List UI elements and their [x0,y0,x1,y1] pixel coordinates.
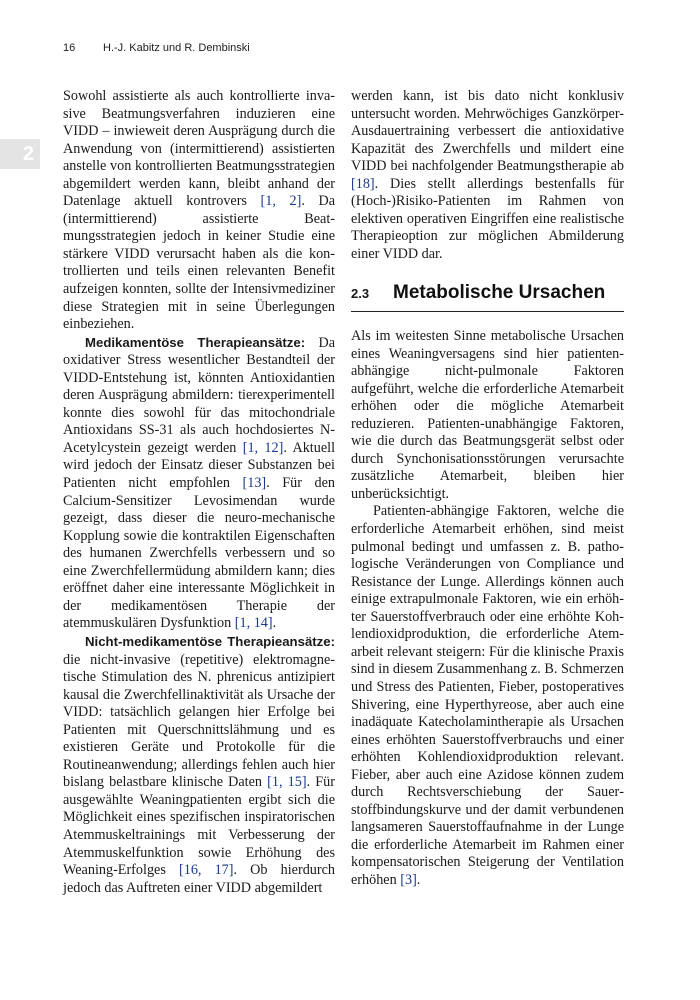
run-in-heading: Nicht-medikamentöse Therapieansätze: [85,633,335,649]
text-span: . Für ausgewählte Weaningpatienten ergibt sich die Möglichkeit eines spezifischen inspiratorischen Atemmuskeltrainings mit Verbesserung der Atemmuskelfunktion sowie Erhöhung des Weaning-Erfolges [63,774,335,879]
citation-link[interactable]: [1, 2] [260,193,302,210]
paragraph-right-1 [351,88,624,263]
paragraph-left-3 [63,633,335,897]
citation-link[interactable]: [1, 12] [242,439,284,456]
section-heading [351,284,624,312]
right-column [351,88,624,890]
header-authors: H.-J. Kabitz und R. Dembinski [103,42,250,54]
text-span: . Für den Calcium-Sensitizer Levosimendan wurde gezeigt, dass dieser die neuro-mechanische Kopplung sowie die kontraktilen Eigenschaften des humanen Zwerchfells verbessern und so eine Zwerchfellermüdung abmildern kann; dies eröffnet daher eine interessante Möglichkeit in der medikamentösen Therapie der atemmuskulären Dysfunktion [63,475,335,632]
section-title: Metabolische Ursachen [393,282,606,304]
text-span: werden kann, ist bis dato nicht konklusiv untersucht worden. Mehrwöchiges Ganzkörper-Ausdauertraining verbessert die antioxidative Kapazität des Zwerchfells und mildert eine VIDD bei nachfolgender Beatmungstherapie ab [351,88,624,175]
text-span: . Da (intermittierend) assistierte Beatmungsstrategien jedoch in keiner Studie eine stärkere VIDD verursacht haben als die kontrollierten und teils einen relevanten Benefit aufzeigen konnten, sollte der Intensivmediziner diese Strategien mit in seine Überlegungen einbeziehen. [63,193,336,333]
text-span: die nicht-invasive (repetitive) elektromagnetische Stimulation des N. phrenicus antizipiert kausal die Zwerchfellinaktivität als Ursache der VIDD: tatsächlich gelangen hier Erfolge bei Patienten mit Querschnittslähmung und es existieren Geräte und Protokolle für die Routineanwendung; allerdings fehlen auch hier bislang belastbare klinische Daten [63,651,335,791]
text-span: . [272,615,277,632]
paragraph-left-2 [63,334,335,633]
page-number: 16 [63,42,76,54]
left-column [63,88,335,897]
citation-link[interactable]: [18] [351,175,375,192]
text-span: . Dies stellt allerdings bestenfalls für (Hoch-)Risiko-Patienten im Rahmen von elektiven operativen Eingriffen eine realistische Therapieoption zur möglichen Abmilderung einer VIDD dar. [351,175,624,262]
citation-link[interactable]: [1, 15] [267,774,307,791]
running-header [63,42,250,54]
citation-link[interactable]: [1, 14] [234,615,273,632]
text-span: Sowohl assistierte als auch kontrollierte invasive Beatmungsverfahren induzieren eine VIDD – inwieweit deren Ausprägung durch die Anwendung von (intermittierend) assistierten anstelle von kontrollierten Beatmungsstrategien abgemildert werden kann, bleibt anhand der Datenlage aktuell kontrovers [63,88,335,210]
citation-link[interactable]: [16, 17] [179,862,234,879]
citation-link[interactable]: [13] [242,475,267,492]
section-number: 2.3 [351,286,370,302]
text-span: . [416,871,421,888]
paragraph-left-1 [63,88,335,334]
text-span: Patienten-abhängige Faktoren, welche die erforderliche Atemarbeit erhöhen, sind meist pulmonal bedingt und umfassen z. B. pathologische Veränderungen von Compliance und Resistance der Lunge. Allerdings können auch einige extrapulmonale Faktoren, wie ein erhöhter Sauerstoffverbrauch oder eine erhöhte Kohlendioxidproduktion, die erforderliche Atemarbeit relevant steigern: Für die klinische Praxis sind in diesem Zusammenhang z. B. Schmerzen und Stress des Patienten, Fieber, postoperatives Shivering, eine Hyperthyreose, aber auch eine inadäquate Katecholamintherapie als Ursachen eines erhöhten Sauerstoffverbrauchs und einer erhöhten Kohlendioxidproduktion relevant. Fieber, aber auch eine Azidose können zudem durch Rechtsverschiebung der Sauerstoffbindungskurve und der damit verbundenen langsameren Sauerstoffaufnahme in der Lunge die erforderliche Atemarbeit im Rahmen einer kompensatorischen Steigerung der Ventilation erhöhen [351,503,624,888]
run-in-heading: Medikamentöse Therapieansätze: [85,334,306,350]
paragraph-right-3 [351,503,624,889]
text-span: Da oxidativer Stress wesentlicher Bestandteil der VIDD-Entstehung ist, könnten Antioxidantien deren Ausprägung abmildern: tierexperimentell konnte dies sowohl für das mitochondriale Antioxidans SS-31 als auch hochdosiertes N-Acetylcystein gezeigt werden [63,334,335,456]
text-span: . Aktuell wird jedoch der Einsatz dieser Substanzen bei Patienten nicht empfohlen [63,439,336,492]
chapter-tab: 2 [0,139,40,169]
paragraph-right-2: Als im weitesten Sinne metabolische Ursachen eines Weaningversagens sind hier patienten-abhängige nicht-pulmonale Faktoren aufgeführt, welche die erforderliche Atemarbeit erhöhen oder die mögliche Atemarbeit reduzieren. Patienten-unabhängige Faktoren, wie die durch das Beatmungsgerät selbst oder durch Synchonisationsstörungen verursachte zusätzliche Atemarbeit, bleiben hier unberücksichtigt. [351,328,624,502]
text-span: . Ob hierdurch jedoch das Auftreten einer VIDD abgemildert [63,862,336,896]
citation-link[interactable]: [3] [400,871,417,888]
